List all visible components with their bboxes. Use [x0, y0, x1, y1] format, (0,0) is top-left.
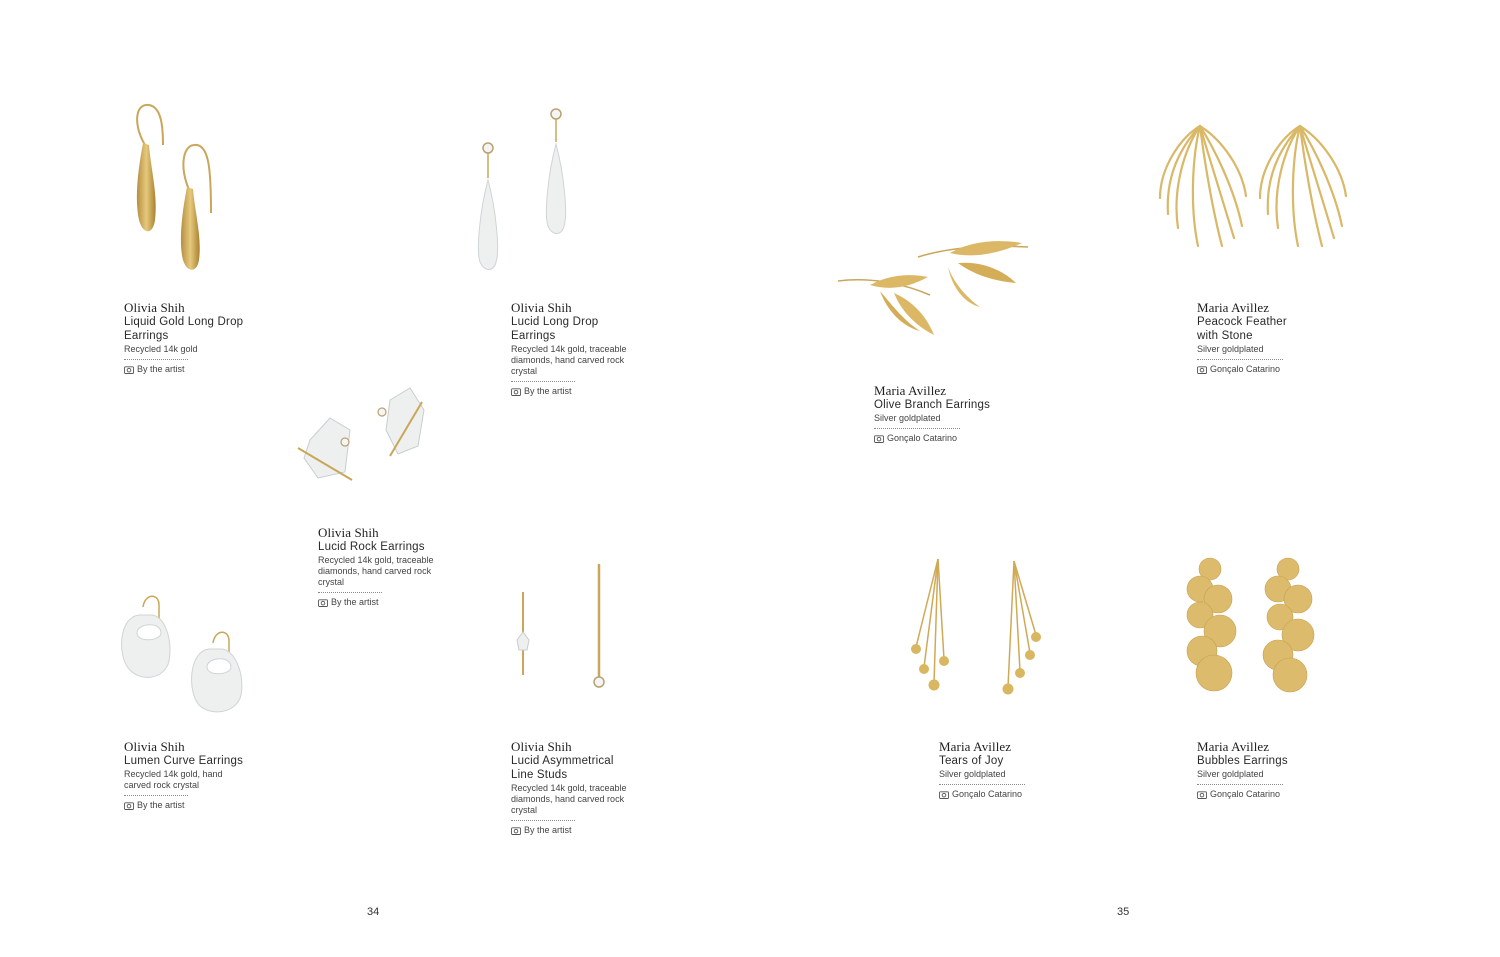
- photo-credit: [318, 597, 468, 608]
- dotted-divider: [874, 428, 960, 429]
- artist-name: Olivia Shih: [124, 739, 185, 754]
- caption-line-studs: [511, 739, 661, 836]
- artist-name: Maria Avillez: [939, 739, 1012, 754]
- dotted-divider: [124, 359, 188, 360]
- piece-title: Lumen Curve Earrings: [124, 755, 244, 767]
- dotted-divider: [1197, 359, 1283, 360]
- dotted-divider: [511, 820, 575, 821]
- page-number-right: 35: [1117, 906, 1130, 918]
- artist-name: Olivia Shih: [124, 300, 185, 315]
- caption-peacock-feather: [1197, 300, 1347, 375]
- piece-material: Recycled 14k gold, traceable diamonds, hand carved rock crystal: [511, 783, 627, 815]
- piece-title: Lucid Long Drop Earrings: [511, 316, 599, 342]
- photo-credit: [874, 433, 1024, 444]
- artist-name: Maria Avillez: [1197, 300, 1270, 315]
- photo-credit-text: By the artist: [524, 825, 572, 835]
- photo-credit-text: By the artist: [331, 597, 379, 607]
- artist-name: Maria Avillez: [1197, 739, 1270, 754]
- crystal-hoop-earrings-icon: [115, 585, 255, 720]
- piece-title: Peacock Feather with Stone: [1197, 316, 1287, 342]
- dotted-divider: [124, 795, 188, 796]
- photo-credit-text: By the artist: [524, 386, 572, 396]
- photo-credit-text: Gonçalo Catarino: [1210, 789, 1281, 799]
- camera-icon: [124, 801, 134, 810]
- piece-material: Recycled 14k gold: [124, 344, 198, 354]
- caption-lucid-rock: [318, 525, 468, 608]
- piece-title: Bubbles Earrings: [1197, 755, 1288, 767]
- piece-material: Silver goldplated: [874, 413, 941, 423]
- page-number-left: 34: [367, 906, 380, 918]
- caption-lucid-long-drop: [511, 300, 661, 397]
- camera-icon: [939, 790, 949, 799]
- piece-material: Recycled 14k gold, traceable diamonds, hand carved rock crystal: [511, 344, 627, 376]
- camera-icon: [511, 387, 521, 396]
- photo-credit-text: Gonçalo Catarino: [1210, 364, 1281, 374]
- caption-liquid-gold: [124, 300, 274, 375]
- photo-credit: [511, 386, 661, 397]
- caption-tears-of-joy: [939, 739, 1089, 800]
- piece-title: Liquid Gold Long Drop Earrings: [124, 316, 244, 342]
- gold-drop-earrings-icon: [115, 95, 230, 280]
- camera-icon: [1197, 365, 1207, 374]
- artist-name: Olivia Shih: [511, 739, 572, 754]
- photo-credit: [1197, 364, 1347, 375]
- piece-title: Lucid Rock Earrings: [318, 541, 425, 553]
- piece-title: Lucid Asymmetrical Line Studs: [511, 755, 614, 781]
- tears-of-joy-earrings-icon: [900, 555, 1050, 700]
- peacock-feather-earrings-icon: [1150, 118, 1355, 258]
- piece-material: Recycled 14k gold, traceable diamonds, hand carved rock crystal: [318, 555, 434, 587]
- crystal-drop-earrings-icon: [470, 100, 580, 280]
- photo-credit: [1197, 789, 1347, 800]
- artist-name: Olivia Shih: [318, 525, 379, 540]
- photo-credit: [939, 789, 1089, 800]
- piece-material: Silver goldplated: [1197, 344, 1264, 354]
- dotted-divider: [1197, 784, 1283, 785]
- dotted-divider: [318, 592, 382, 593]
- rock-crystal-earrings-icon: [290, 380, 440, 490]
- photo-credit-text: Gonçalo Catarino: [952, 789, 1023, 799]
- caption-lumen-curve: [124, 739, 274, 811]
- camera-icon: [511, 826, 521, 835]
- bubbles-earrings-icon: [1180, 555, 1325, 695]
- caption-bubbles: [1197, 739, 1347, 800]
- line-studs-icon: [505, 560, 625, 700]
- piece-material: Silver goldplated: [939, 769, 1006, 779]
- caption-olive-branch: [874, 383, 1024, 444]
- piece-title: Olive Branch Earrings: [874, 399, 991, 411]
- artist-name: Olivia Shih: [511, 300, 572, 315]
- photo-credit-text: By the artist: [137, 364, 185, 374]
- camera-icon: [318, 598, 328, 607]
- photo-credit: [511, 825, 661, 836]
- dotted-divider: [511, 381, 575, 382]
- photo-credit-text: Gonçalo Catarino: [887, 433, 958, 443]
- camera-icon: [874, 434, 884, 443]
- dotted-divider: [939, 784, 1025, 785]
- camera-icon: [124, 365, 134, 374]
- camera-icon: [1197, 790, 1207, 799]
- photo-credit: [124, 364, 274, 375]
- artist-name: Maria Avillez: [874, 383, 947, 398]
- photo-credit: [124, 800, 274, 811]
- photo-credit-text: By the artist: [137, 800, 185, 810]
- piece-title: Tears of Joy: [939, 755, 1004, 767]
- piece-material: Recycled 14k gold, hand carved rock crystal: [124, 769, 223, 790]
- piece-material: Silver goldplated: [1197, 769, 1264, 779]
- olive-branch-earrings-icon: [830, 235, 1045, 355]
